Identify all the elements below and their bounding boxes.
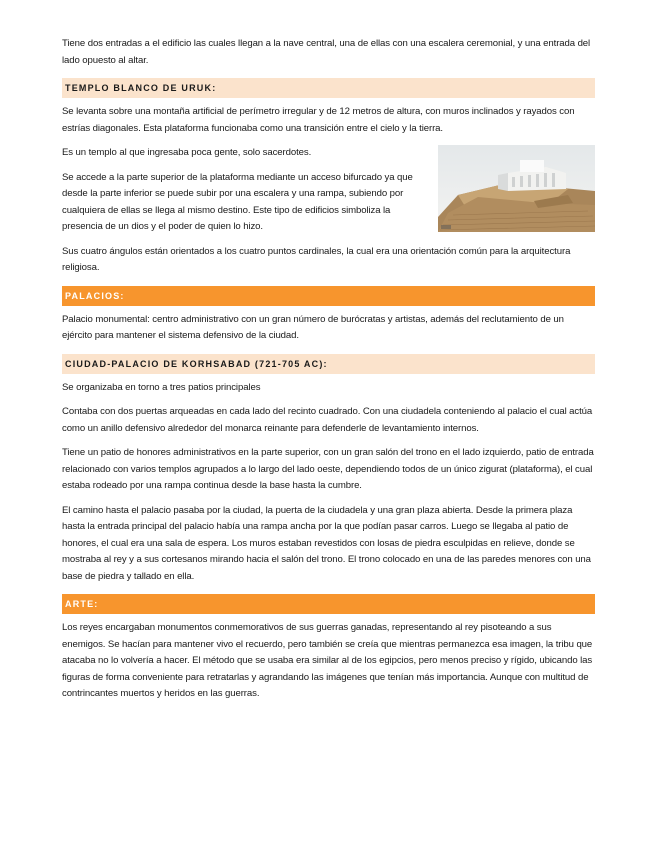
- temple-illustration: [438, 145, 595, 232]
- korhsabad-paragraph-3: Tiene un patio de honores administrativos en la parte superior, con un gran salón del trono en el lado izquierdo, patio de entrada relacionado con varios templos agrupados a lo largo del lado oeste, dependiendo todos de un único zigurat (plataforma), el cual estaba rodeado por una rampa continua desde la base hasta la cumbre.: [62, 447, 594, 491]
- white-temple-photo: [438, 145, 595, 232]
- document-body: [62, 36, 595, 703]
- templo-photo-block: [62, 145, 595, 236]
- templo-paragraph-1: Se levanta sobre una montaña artificial de perímetro irregular y de 12 metros de altura, con muros inclinados y rayados con estrías diagonales. Esta plataforma funcionaba como una transición entre el cielo y la tierra.: [62, 106, 575, 134]
- korhsabad-paragraph-1: Se organizaba en torno a tres patios principales: [62, 381, 261, 393]
- section-heading-korhsabad: CIUDAD-PALACIO DE KORHSABAD (721-705 AC):: [62, 354, 595, 374]
- korhsabad-paragraph-2: Contaba con dos puertas arqueadas en cada lado del recinto cuadrado. Con una ciudadela conteniendo al palacio el cual actúa como un anillo defensivo alrededor del monarca reinante para defenderle de levantamiento internos.: [62, 406, 593, 434]
- section-heading-templo: TEMPLO BLANCO DE URUK:: [62, 78, 595, 98]
- intro-paragraph: Tiene dos entradas a el edificio las cuales llegan a la nave central, una de ellas con una escalera ceremonial, y una entrada del lado opuesto al altar.: [62, 38, 591, 66]
- arte-paragraph-1: Los reyes encargaban monumentos conmemorativos de sus guerras ganadas, representando al rey pisoteando a sus enemigos. Se hacían para mantener vivo el recuerdo, pero también se creía que mientras permanezca esa imagen, la tribu que atacaba no lo volvería a hacer. El método que se usaba era similar al de los egipcios, pero menos preciso y rígido, ubicando las figuras de forma conveniente para retratarlas y agrandando las imágenes que tenían más importancia. Aunque con multitud de contrincantes muertos y heridos en las guerras.: [62, 622, 593, 699]
- templo-paragraph-2: Es un templo al que ingresaba poca gente, solo sacerdotes.: [62, 147, 312, 158]
- section-heading-arte: ARTE:: [62, 594, 595, 614]
- templo-paragraph-4: Sus cuatro ángulos están orientados a los cuatro puntos cardinales, la cual era una orientación común para la arquitectura religiosa.: [62, 245, 571, 273]
- korhsabad-paragraph-4: El camino hasta el palacio pasaba por la ciudad, la puerta de la ciudadela y una gran plaza abierta. Desde la primera plaza hasta la entrada principal del palacio había una rampa ancha por la que podían pasar carros. Luego se llegaba al patio de honores, el cual era una sala de espera. Los muros estaban revestidos con losas de piedra esculpidas en relieve, donde se mostraba al rey y a sus cortesanos mirando hacia el salón del trono. El trono colocado en una de las paredes menores con una base de piedra y tallado en ella.: [62, 504, 591, 582]
- templo-paragraph-3: Se accede a la parte superior de la plataforma mediante un acceso bifurcado ya que desde la parte inferior se puede subir por una escalera y una rampa, subiendo por cualquiera de ellas se llega al mismo destino. Este tipo de edificios simboliza la presencia de un dios y el poder de quien lo hizo.: [62, 171, 413, 232]
- section-heading-palacios: PALACIOS:: [62, 286, 595, 306]
- palacios-paragraph-1: Palacio monumental: centro administrativo con un gran número de burócratas y artistas, además del reclutamiento de un ejército para mantener el sistema defensivo de la ciudad.: [62, 313, 564, 341]
